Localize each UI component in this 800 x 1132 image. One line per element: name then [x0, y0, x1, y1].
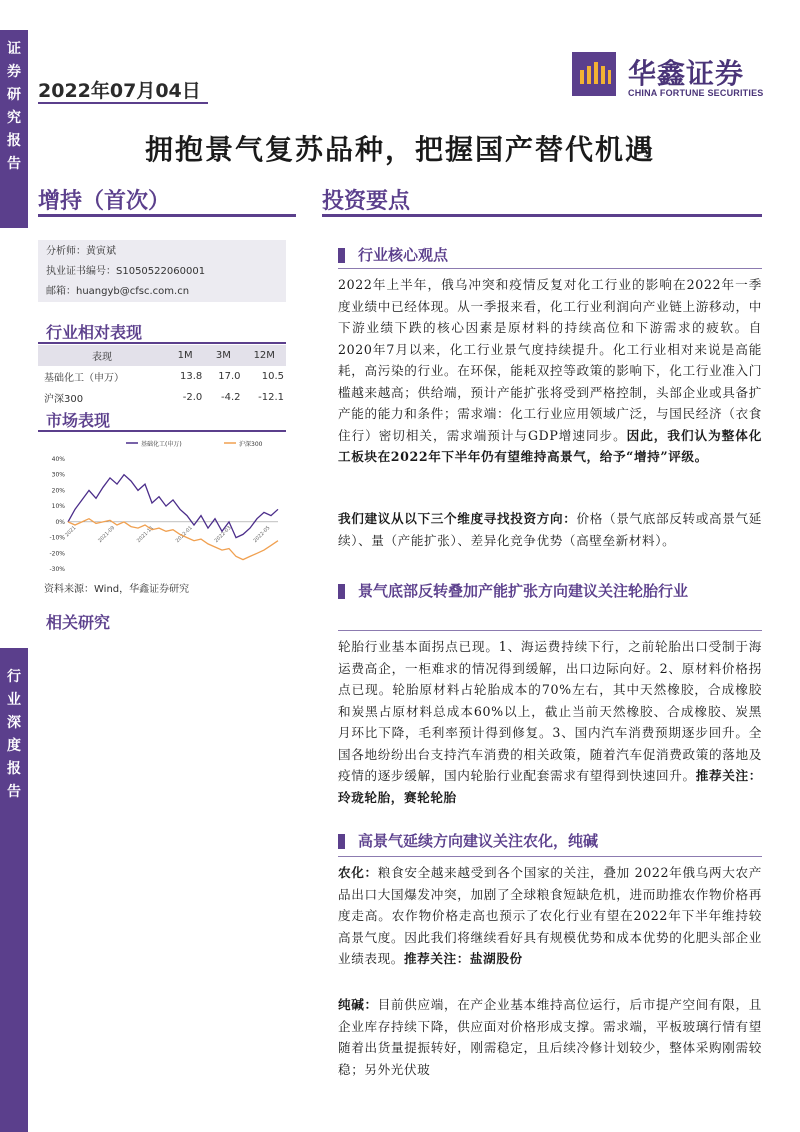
side-char: 研 [7, 87, 21, 103]
section-underline [338, 856, 762, 857]
y-tick-label: -30% [49, 566, 65, 573]
side-char: 告 [7, 784, 21, 800]
y-tick-label: 30% [51, 471, 65, 479]
y-tick-label: 0% [55, 518, 65, 526]
x-tick-label: 2022-05 [252, 525, 272, 545]
paragraph-soda [338, 994, 762, 1080]
section-underline [338, 630, 762, 631]
side-char: 究 [7, 110, 21, 126]
rating-label: 增持（首次） [38, 188, 171, 214]
rating-underline [38, 214, 296, 217]
report-title: 拥抱景气复苏品种，把握国产替代机遇 [144, 133, 655, 166]
market-chart-svg [38, 437, 288, 577]
side-char: 证 [7, 41, 21, 57]
side-char: 告 [7, 156, 21, 172]
investment-highlights-heading: 投资要点 [322, 188, 411, 214]
x-tick-label: 2021 [64, 525, 78, 539]
table-row [38, 387, 286, 408]
date-underline [38, 102, 208, 104]
text: 2022年上半年，俄乌冲突和疫情反复对化工行业的影响在2022年一季度业绩中已经体现。从一季报来看，化工行业利润向产业链上游移动，中下游业绩下跌的核心因素是原材料的持续高位和下游需求的疲软。自2020年7月以来，化工行业景气度持续提升。化工行业相对来说是高能耗，高污染的行业。在环保，能耗双控等政策的影响下，化工行业准入门槛越来越高；供给端，预计产能扩张将受到严格控制，头部企业或具备扩产能的能力和条件；需求端：化工行业应用领域广泛，与国民经济（衣食住行）密切相关，需求端预计与GDP增速同步。 [338, 277, 762, 443]
market-chart [38, 437, 288, 577]
text: 价格（景气底部反转或高景气延续）、量（产能扩张）、差异化竞争优势（高壁垒新材料）。 [338, 511, 762, 548]
side-char: 深 [7, 715, 21, 731]
side-label-industry-report [0, 648, 28, 1132]
text-bold: 我们建议从以下三个维度寻找投资方向： [338, 511, 577, 526]
col-header: 12M [243, 345, 287, 366]
cell: 13.8 [180, 371, 203, 382]
investment-underline [322, 214, 762, 217]
table-row [38, 366, 286, 387]
y-tick-label: 40% [51, 456, 65, 463]
cell: -12.1 [258, 392, 284, 403]
side-char: 报 [7, 761, 21, 777]
x-tick-label: 2022-01 [174, 525, 194, 545]
market-performance-heading: 市场表现 [46, 411, 111, 430]
text: 粮食安全越来越受到各个国家的关注，叠加 2022年俄乌两大农产品出口大国爆发冲突，加剧了全球粮食短缺危机，进而助推农作物价格再度走高。农作物价格走高也预示了农化行业有望在2022年下半年维持较高景气度。因此我们将继续看好具有规模优势和成本优势的化肥头部企业业绩表现。 [338, 865, 762, 966]
company-logo [572, 52, 772, 102]
text: 轮胎行业基本面拐点已现。1、海运费持续下行，之前轮胎出口受制于海运费高企，一柜难求的情况得到缓解，出口边际向好。2、原材料价格拐点已现。轮胎原材料占轮胎成本的70%左右，其中天然橡胶，合成橡胶和炭黑占原材料总成本60%以上，截止当前天然橡胶、合成橡胶、炭黑月环比下降，毛利率预计得到修复。3、国内汽车消费预期逐步回升。全国各地纷纷出台支持汽车消费的相关政策，随着汽车促消费政策的落地及疫情的逐步缓解，国内轮胎行业配套需求有望得到快速回升。 [338, 639, 762, 783]
cell: -4.2 [220, 392, 241, 403]
cell: 17.0 [218, 371, 241, 382]
report-date: 2022年07月04日 [38, 80, 201, 102]
col-header: 表现 [38, 345, 166, 366]
y-tick-label: 10% [51, 503, 65, 511]
y-tick-label: 20% [51, 487, 65, 495]
x-tick-label: 2021-11 [135, 525, 156, 545]
y-tick-label: -10% [49, 534, 65, 542]
col-header: 1M [166, 345, 204, 366]
relative-performance-heading: 行业相对表现 [46, 323, 143, 342]
side-char: 报 [7, 133, 21, 149]
cell: -2.0 [182, 392, 203, 403]
performance-table [38, 345, 286, 408]
text-bold: 因此，我们认为整体化工板块在2022年下半年仍有望维持高景气，给予“增持”评级。 [338, 427, 762, 464]
section-heading-tire: 景气底部反转叠加产能扩张方向建议关注轮胎行业 [338, 578, 762, 604]
col-header: 3M [204, 345, 242, 366]
analyst-cert: 执业证书编号：S1050522060001 [46, 266, 206, 277]
section-underline [338, 268, 762, 269]
analyst-email: 邮箱：huangyb@cfsc.com.cn [46, 286, 190, 297]
section-heading-core-view: 行业核心观点 [338, 242, 762, 268]
paragraph-agro [338, 862, 762, 970]
paragraph-directions [338, 508, 762, 551]
related-research-heading: 相关研究 [46, 613, 111, 632]
series-line [68, 475, 278, 538]
analyst-name: 分析师：黄寅斌 [46, 246, 116, 257]
x-tick-label: 2022-03 [213, 525, 233, 545]
side-char: 度 [7, 738, 21, 754]
side-char: 券 [7, 64, 21, 80]
chart-source: 资料来源：Wind，华鑫证券研究 [44, 584, 190, 595]
side-char: 行 [7, 669, 21, 685]
logo-mark-icon [572, 52, 616, 96]
y-tick-label: -20% [49, 550, 65, 558]
paragraph-core-view [338, 274, 762, 468]
logo-text-cn: 华鑫证券 [628, 57, 745, 90]
legend-label: 沪深300 [239, 441, 263, 448]
text: 目前供应端，在产企业基本维持高位运行，后市提产空间有限，且企业库存持续下降，供应面对价格形成支撑。需求端，平板玻璃行情有望随着出货量提振转好，刚需稳定，且后续冷修计划较少，整体采购刚需较稳；另外光伏玻 [338, 997, 762, 1077]
x-tick-label: 2021-09 [97, 525, 117, 545]
analyst-info [38, 240, 286, 302]
logo-text-en: CHINA FORTUNE SECURITIES [628, 88, 764, 98]
legend-label: 基础化工(申万) [141, 441, 182, 448]
text-bold: 农化： [338, 865, 378, 880]
text-bold: 推荐关注：盐湖股份 [403, 951, 523, 966]
side-char: 业 [7, 692, 21, 708]
paragraph-tire [338, 636, 762, 808]
cell: 10.5 [261, 371, 284, 382]
table-header-row [38, 345, 286, 366]
row-name: 沪深300 [44, 394, 84, 405]
relative-performance-underline [38, 342, 286, 344]
section-heading-agro-soda: 高景气延续方向建议关注农化，纯碱 [338, 828, 762, 854]
row-name: 基础化工（申万） [44, 373, 124, 384]
text-bold: 推荐关注：玲珑轮胎，赛轮轮胎 [338, 768, 762, 805]
text-bold: 纯碱： [338, 997, 378, 1012]
market-performance-underline [38, 430, 286, 432]
